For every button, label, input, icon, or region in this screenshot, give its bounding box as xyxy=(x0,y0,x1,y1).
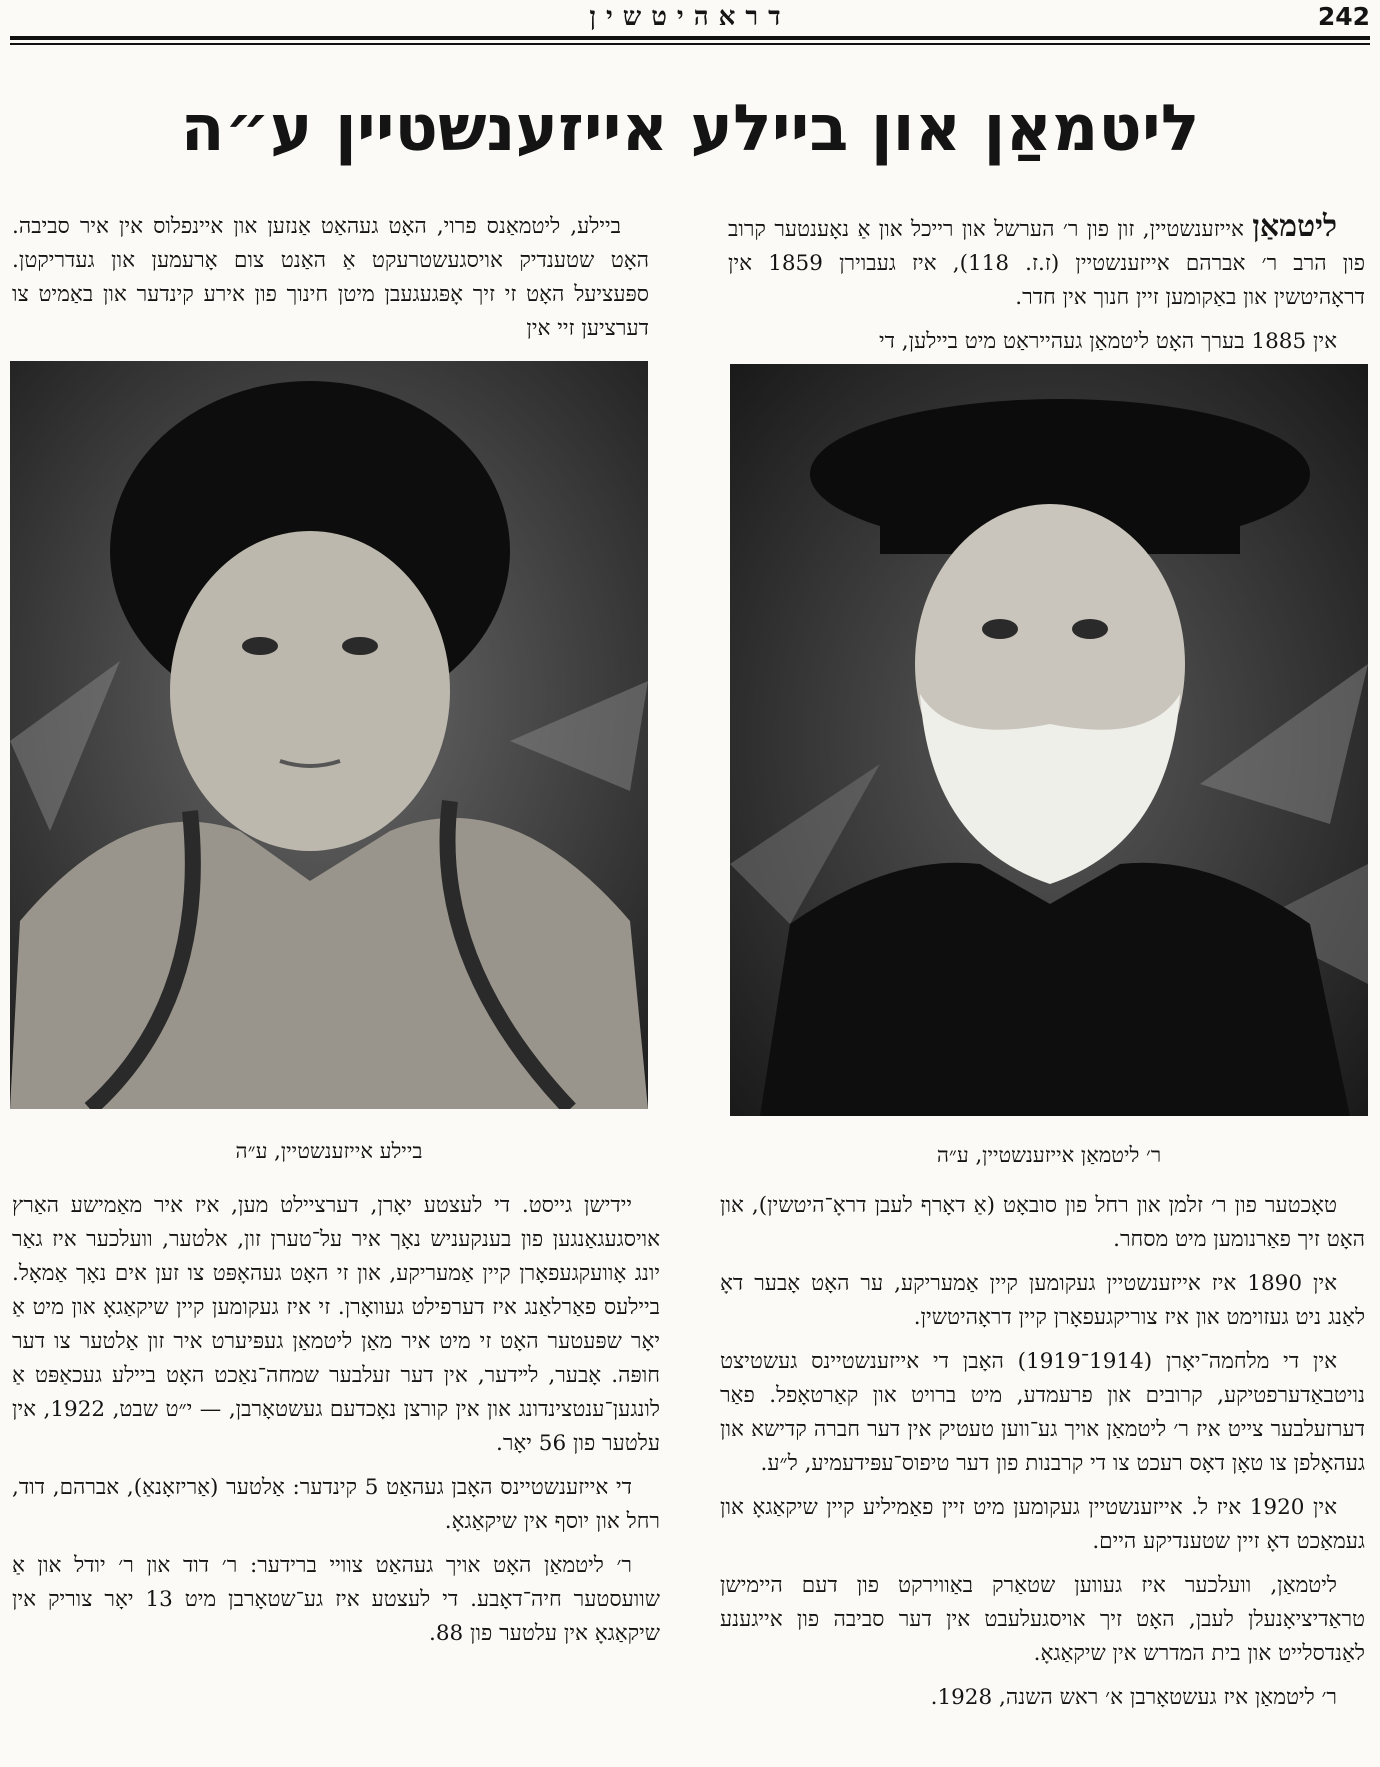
left-column-bottom xyxy=(12,1189,660,1651)
paragraph: יידישן גייסט. די לעצטע יאָרן, דערציילט מען, איז איר מאַמישע האַרץ אויסגעגאַנגען פון בענקעניש נאָך איר על־טערן זון, אלטער, וועלכער איז גאַר יונג אָוועקגעפאָרן קיין אַמעריקע, און זי האָט געהאָפּט צו זען אים נאָך אַמאָל. ביילעס פאַרלאַנג איז דערפילט געוואָרן. זי איז געקומען קיין שיקאַגאָ און מיט אַ יאָר שפּעטער האָט זי מיט איר מאַן ליטמאַן געפּיערט איר זון אַלטער צו דער חופּה. אָבער, לײדער, אין דער זעלבער שמחה־נאַכט האָט ביילע געכאַפּט אַ לונגען־ענטצינדונג און אין קורצן נאָכדעם געשטאָרבן, — י״ט שבט, 1922, אין עלטער פון 56 יאָר. xyxy=(12,1193,660,1456)
running-title: דראהיטשין xyxy=(589,2,791,32)
paragraph: ביילע, ליטמאַנס פרוי, האָט געהאַט אַנזען און איינפלוס אין איר סביבה. האָט שטענדיק אויסגעשטרעקט אַ האַנט צום אָרעמען און געדריקטן. ספּעציעל האָט זי זיך אָפּגעגעבן מיטן חינוך פון אירע קינדער און באַמיט צו דערציען זיי אין xyxy=(12,214,649,341)
paragraph: ליטמאַן אייזענשטיין, זון פון ר׳ הערשל און רייכל און אַ נאָענטער קרוב פון הרב ר׳ אברהם אייזענשטיין (ז.ז. 118), איז געבוירן 1859 אין דראָהיטשין און באַקומען זיין חנוך אין חדר. xyxy=(728,209,1365,310)
paragraph: אין 1890 איז אייזענשטיין געקומען קיין אַמעריקע, ער האָט אָבער דאָ לאַנג ניט געזוימט און איז צוריקגעפאָרן קיין דראָהיטשין. xyxy=(720,1271,1365,1330)
photo-caption-beila: ביילע אייזענשטיין, ע״ה xyxy=(235,1139,423,1163)
article-headline: ליטמאַן און ביילע אייזענשטיין ע״ה xyxy=(180,92,1200,166)
header-rule-thick xyxy=(10,36,1370,40)
lead-word: ליטמאַן xyxy=(1252,209,1337,244)
header-rule-thin xyxy=(10,43,1370,45)
page-number: 242 xyxy=(1317,2,1370,31)
photo-litman-portrait xyxy=(730,364,1368,1116)
paragraph: ר׳ ליטמאַן האָט אויך געהאַט צוויי ברידער: ר׳ דוד און ר׳ יודל און אַ שוועסטער חיה־דאָבע. די לעצטע איז גע־שטאָרבן מיט 13 יאָר צוריק אין שיקאַגאָ אין עלטער פון 88. xyxy=(12,1553,660,1646)
photo-beila-portrait xyxy=(10,361,648,1109)
page-header xyxy=(10,0,1370,36)
paragraph: טאָכטער פון ר׳ זלמן און רחל פון סובאָט (אַ דאָרף לעבן דראָ־היטשין), און האָט זיך פאַרנומען מיט מסחר. xyxy=(720,1193,1365,1252)
paragraph: אין 1885 בערך האָט ליטמאַן געהייראַט מיט ביילען, די xyxy=(878,329,1337,354)
paragraph: אין 1920 איז ל. אייזענשטיין געקומען מיט זיין פאַמיליע קיין שיקאַגאָ און געמאַכט דאָ זיין שטענדיקע היים. xyxy=(720,1495,1365,1554)
paragraph: ר׳ ליטמאַן איז געשטאָרבן א׳ ראש השנה, 1928. xyxy=(930,1685,1337,1710)
paragraph: די אייזענשטיינס האָבן געהאַט 5 קינדער: אַלטער (אַריזאָנאַ), אברהם, דוד, רחל און יוסף אין שיקאַגאָ. xyxy=(12,1475,660,1534)
right-column-top xyxy=(728,210,1365,359)
left-column-top xyxy=(12,210,649,346)
photo-caption-litman: ר׳ ליטמאַן אייזענשטיין, ע״ה xyxy=(936,1143,1162,1167)
right-column-bottom xyxy=(720,1189,1365,1715)
paragraph: ליטמאַן, וועלכער איז געווען שטאַרק באַווירקט פון דעם היימישן טראַדיציאָנעלן לעבן, האָט זיך אויסגעלעבט אין דער סביבה פון אייגענע לאַנדסלייט און בית המדרש אין שיקאַגאָ. xyxy=(720,1573,1365,1666)
paragraph: אין די מלחמה־יאָרן (1914־1919) האָבן די אייזענשטיינס געשטיצט נויטבאַדערפטיקע, קרובים און פרעמדע, מיט ברויט און קאַרטאָפל. פאַר דערזעלבער צייט איז ר׳ ליטמאַן אויך גע־ווען טעטיק אין דער חברה קדישא און געהאָלפן צו טאָן דאָס רעכט צו די קרבנות פון דער טיפוס־עפּידעמיע, ל״ע. xyxy=(720,1349,1365,1476)
